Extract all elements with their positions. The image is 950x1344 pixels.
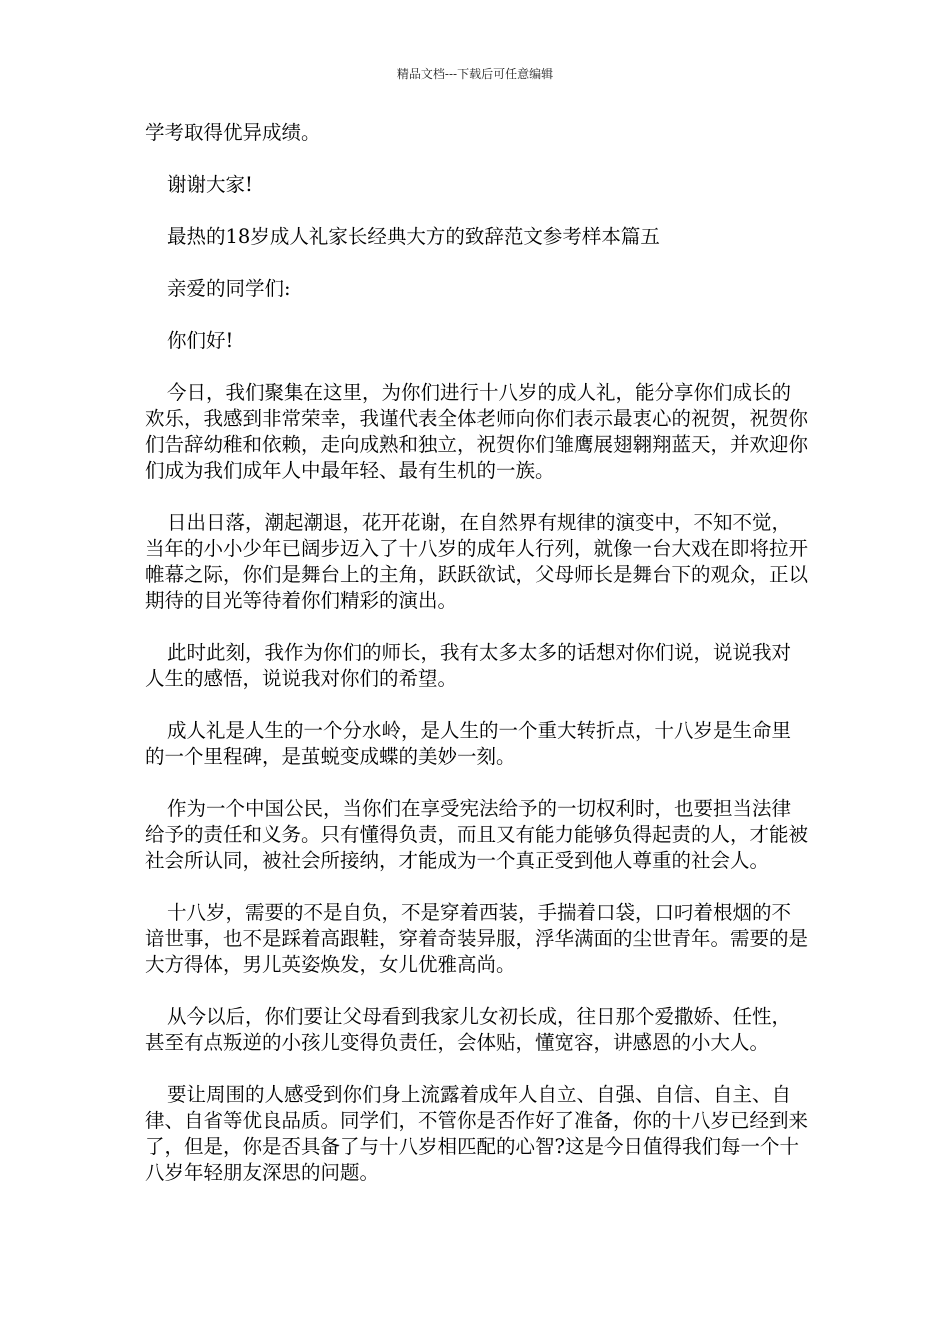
section-heading: 最热的18岁成人礼家长经典大方的致辞范文参考样本篇五 [167,225,660,248]
paragraph-body: 作为一个中国公民，当你们在享受宪法给予的一切权利时，也要担当法律给予的责任和义务。只有懂得负责，而且又有能力能够负得起责的人，才能被社会所认同，被社会所接纳，才能成为一个真正受到他人尊重的社会人。 [145,797,809,872]
paragraph-salutation: 亲爱的同学们: [167,277,291,300]
paragraph-thanks: 谢谢大家! [167,173,253,196]
page-header: 精品文档---下载后可任意编辑 [396,67,554,81]
paragraph-body: 成人礼是人生的一个分水岭，是人生的一个重大转折点，十八岁是生命里的一个里程碑，是茧蜕变成蝶的美妙一刻。 [145,719,792,768]
document-body [145,120,810,1212]
paragraph-body: 从今以后，你们要让父母看到我家儿女初长成，往日那个爱撒娇、任性，甚至有点叛逆的小孩儿变得负责任，会体贴，懂宽容，讲感恩的小大人。 [145,1005,792,1054]
paragraph-body: 日出日落，潮起潮退，花开花谢，在自然界有规律的演变中，不知不觉，当年的小小少年已阔步迈入了十八岁的成年人行列，就像一台大戏在即将拉开帷幕之际，你们是舞台上的主角，跃跃欲试，父母师长是舞台下的观众，正以期待的目光等待着你们精彩的演出。 [145,511,809,612]
paragraph-body: 要让周围的人感受到你们身上流露着成年人自立、自强、自信、自主、自律、自省等优良品质。同学们，不管你是否作好了准备，你的十八岁已经到来了，但是，你是否具备了与十八岁相匹配的心智?这是今日值得我们每一个十八岁年轻朋友深思的问题。 [145,1083,809,1184]
paragraph-body: 今日，我们聚集在这里，为你们进行十八岁的成人礼，能分享你们成长的欢乐，我感到非常荣幸，我谨代表全体老师向你们表示最衷心的祝贺，祝贺你们告辞幼稚和依赖，走向成熟和独立，祝贺你们雏鹰展翅翱翔蓝天，并欢迎你们成为我们成年人中最年轻、最有生机的一族。 [145,381,809,482]
paragraph-body: 十八岁，需要的不是自负，不是穿着西装，手揣着口袋，口叼着根烟的不谙世事，也不是踩着高跟鞋，穿着奇装异服，浮华满面的尘世青年。需要的是大方得体，男儿英姿焕发，女儿优雅高尚。 [145,901,809,976]
paragraph-greeting: 你们好! [167,329,234,352]
paragraph-body: 此时此刻，我作为你们的师长，我有太多太多的话想对你们说，说说我对人生的感悟，说说我对你们的希望。 [145,641,792,690]
paragraph-closing-line: 学考取得优异成绩。 [145,121,321,144]
